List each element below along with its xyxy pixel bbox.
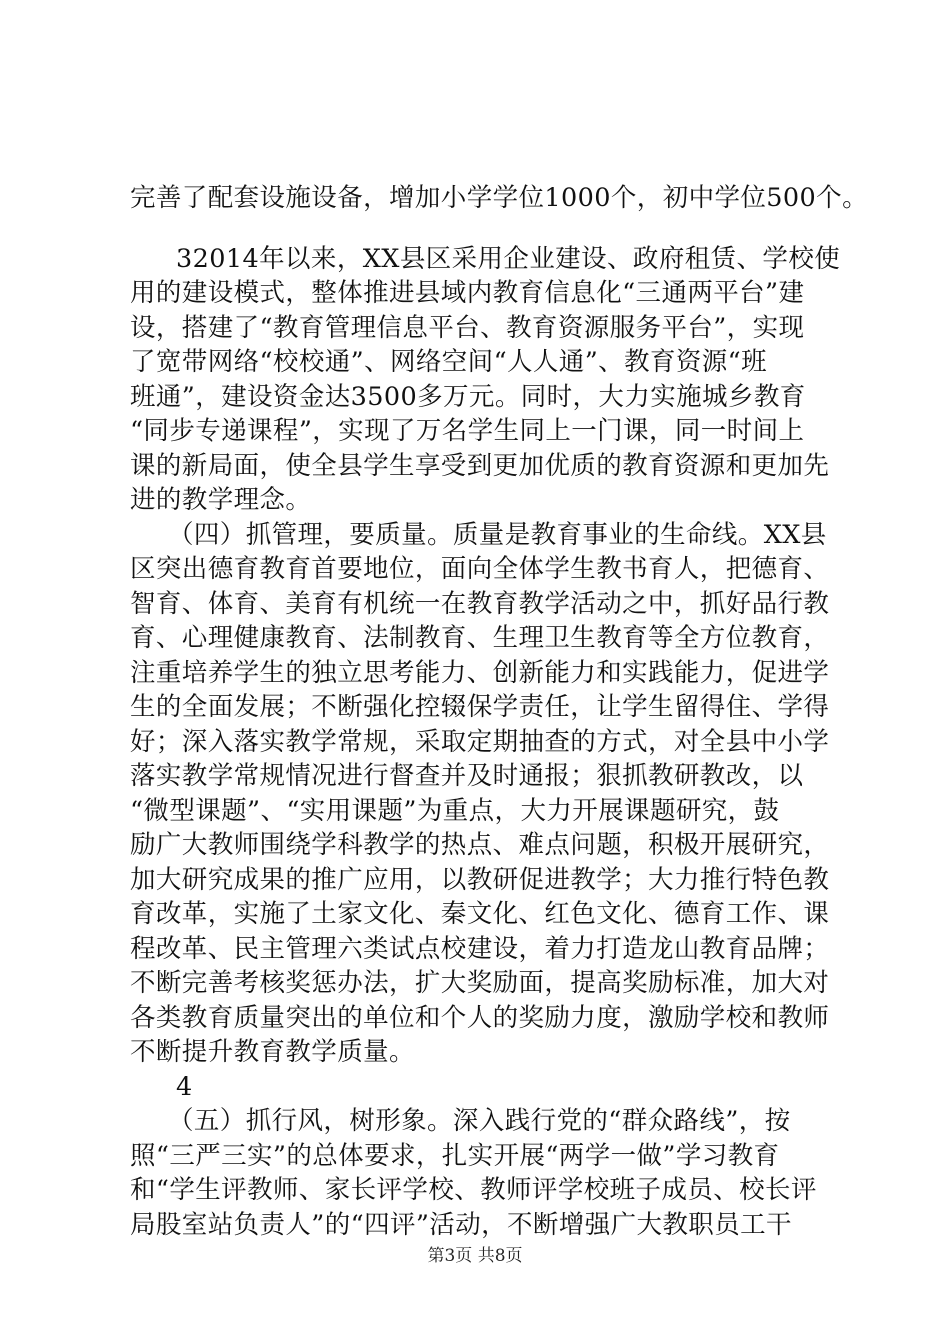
body-text-line: 课的新局面，使全县学生享受到更加优质的教育资源和更加先 xyxy=(130,451,830,481)
body-text-line: 加大研究成果的推广应用，以教研促进教学；大力推行特色教 xyxy=(130,865,830,895)
body-text-line: 育改革，实施了土家文化、秦文化、红色文化、德育工作、课 xyxy=(130,899,830,929)
body-text-line: 用的建设模式，整体推进县域内教育信息化“三通两平台”建 xyxy=(130,278,805,308)
body-text-line: 智育、体育、美育有机统一在教育教学活动之中，抓好品行教 xyxy=(130,589,830,619)
body-text-line: 程改革、民主管理六类试点校建设，着力打造龙山教育品牌； xyxy=(130,934,830,964)
body-text-line: 不断提升教育教学质量。 xyxy=(130,1037,415,1067)
body-text-line: 区突出德育教育首要地位，面向全体学生教书育人，把德育、 xyxy=(130,554,830,584)
body-text-line: 和“学生评教师、家长评学校、教师评学校班子成员、校长评 xyxy=(130,1175,817,1205)
body-text-line: 设，搭建了“教育管理信息平台、教育资源服务平台”，实现 xyxy=(130,313,805,343)
body-text-line: 完善了配套设施设备，增加小学学位1000个，初中学位500个。 xyxy=(130,183,868,213)
paragraph-first-line: 32014年以来，XX县区采用企业建设、政府租赁、学校使 xyxy=(176,244,841,274)
body-text-line: 好；深入落实教学常规，采取定期抽查的方式，对全县中小学 xyxy=(130,727,830,757)
body-text-line: 不断完善考核奖惩办法，扩大奖励面，提高奖励标准，加大对 xyxy=(130,968,830,998)
body-text-line: 注重培养学生的独立思考能力、创新能力和实践能力，促进学 xyxy=(130,658,830,688)
body-text-line: 了宽带网络“校校通”、网络空间“人人通”、教育资源“班 xyxy=(130,347,767,377)
body-text-line: 进的教学理念。 xyxy=(130,485,312,515)
page-footer: 第3页 共8页 xyxy=(427,1246,523,1266)
body-text-line: “同步专递课程”，实现了万名学生同上一门课，同一时间上 xyxy=(130,416,805,446)
body-text-line: 班通”，建设资金达3500多万元。同时，大力实施城乡教育 xyxy=(130,382,806,412)
body-text-line: 育、心理健康教育、法制教育、生理卫生教育等全方位教育， xyxy=(130,623,830,653)
section-heading-five: （五）抓行风，树形象。深入践行党的“群众路线”，按 xyxy=(168,1106,791,1136)
body-text-line: 励广大教师围绕学科教学的热点、难点问题，积极开展研究， xyxy=(130,830,830,860)
body-text-line: 生的全面发展；不断强化控辍保学责任，让学生留得住、学得 xyxy=(130,692,830,722)
body-text-line: “微型课题”、“实用课题”为重点，大力开展课题研究，鼓 xyxy=(130,796,780,826)
body-text-line: 照“三严三实”的总体要求，扎实开展“两学一做”学习教育 xyxy=(130,1141,780,1171)
page-marker: 4 xyxy=(176,1072,193,1102)
body-text-line: 落实教学常规情况进行督查并及时通报；狠抓教研教改，以 xyxy=(130,761,804,791)
section-heading-four: （四）抓管理，要质量。质量是教育事业的生命线。XX县 xyxy=(168,520,827,550)
body-text-line: 各类教育质量突出的单位和个人的奖励力度，激励学校和教师 xyxy=(130,1003,830,1033)
body-text-line: 局股室站负责人”的“四评”活动，不断增强广大教职员工干 xyxy=(130,1210,792,1240)
